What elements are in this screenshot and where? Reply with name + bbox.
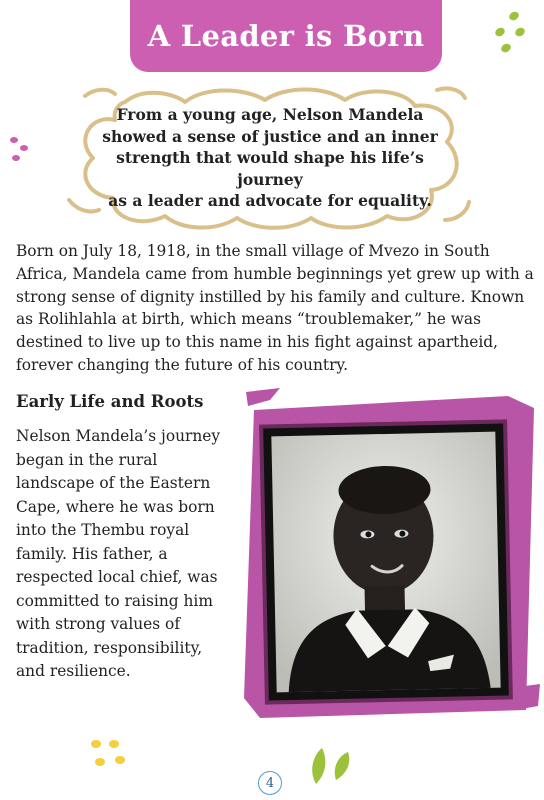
green-leaves-decoration <box>306 740 356 790</box>
section-heading: Early Life and Roots <box>16 392 204 411</box>
green-dots-decoration <box>486 8 536 56</box>
section-paragraph: Nelson Mandela’s journey began in the rural landscape of the Eastern Cape, where he was born into the Thembu royal family. His father, a respected local chief, was committed to raising him with strong values of tradition, responsibility, and resilience. <box>16 427 221 680</box>
intro-cloud <box>100 92 440 224</box>
pink-dots-decoration <box>4 130 32 170</box>
photo-frame <box>240 388 540 718</box>
intro-text <box>100 104 440 212</box>
intro-line: From a young age, Nelson Mandela <box>116 105 424 125</box>
portrait-photo <box>263 424 509 701</box>
intro-line: showed a sense of justice and an inner <box>102 126 438 146</box>
page-title: A Leader is Born <box>147 19 425 53</box>
body-paragraph: Born on July 18, 1918, in the small village of Mvezo in South Africa, Mandela came from humble beginnings yet grew up with a strong sense of dignity instilled by his family and culture. Known as Rolihlahla at birth, which means “troublemaker,” he was destined to live up to this name in his fight against apartheid, forever changing the future of his country. <box>16 242 534 374</box>
intro-line: strength that would shape his life’s journey <box>116 148 424 189</box>
yellow-dots-decoration <box>86 736 136 782</box>
portrait-icon <box>263 424 509 701</box>
intro-line: as a leader and advocate for equality. <box>108 191 432 211</box>
title-banner <box>130 0 442 72</box>
page-number: 4 <box>258 771 282 795</box>
